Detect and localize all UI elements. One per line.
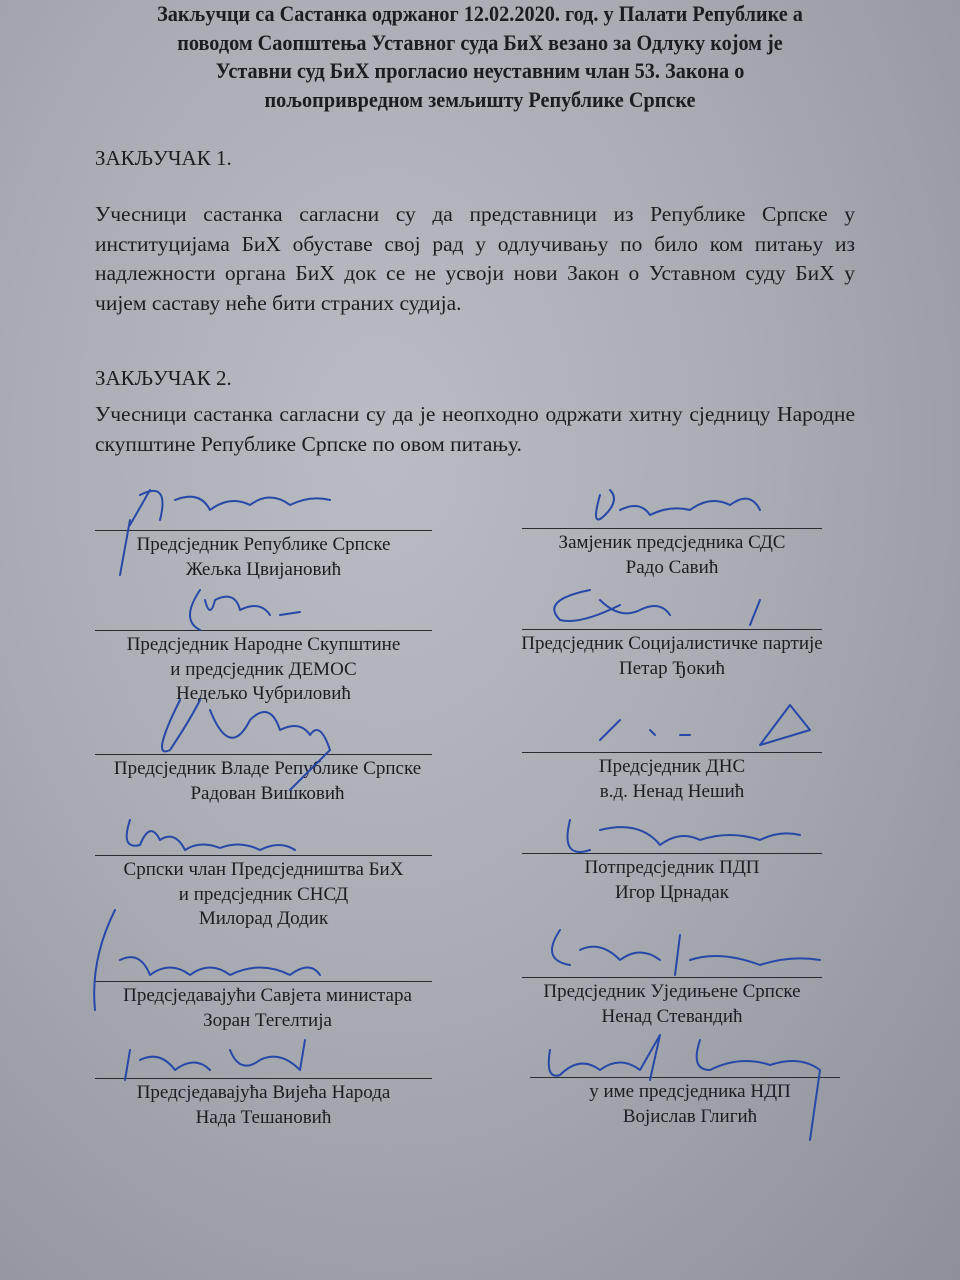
signature-block: [522, 752, 822, 804]
signatory-title: Замјеник предсједника СДС: [558, 532, 786, 553]
signature-line: [522, 853, 822, 854]
signatory-name: Игор Црнадак: [615, 881, 729, 903]
signature-line: [530, 1077, 840, 1078]
signature-block: [95, 754, 440, 806]
signatory-title: Предсједник Социјалистичке партије: [521, 633, 823, 654]
signature-scribble: [600, 705, 810, 745]
conclusion-1-text: Учесници састанка сагласни су да представници из Републике Српске у институцијама БиХ обуставе свој рад у одлучивању по било ком питању из надлежности органа БиХ док се не усвоји нови Закон о Уставном суду БиХ у чијем саставу неће бити страних судија.: [95, 202, 855, 315]
signatory-name: Радо Савић: [625, 556, 719, 578]
signature-line: [95, 530, 432, 531]
signatory-title: у име предсједника НДП: [589, 1081, 791, 1102]
signature-line: [95, 1078, 432, 1079]
signature-line: [522, 977, 822, 978]
conclusion-1-heading: ЗАКЉУЧАК 1.: [95, 146, 232, 170]
signature-scribble: [190, 590, 300, 630]
signatory-title: и предсједник ДЕМОС: [170, 658, 357, 680]
signatory-title: Предсједник ДНС: [598, 756, 746, 777]
signature-line: [522, 629, 822, 630]
signature-scribble: [596, 490, 760, 520]
signature-block: [522, 853, 822, 905]
signature-scribble: [568, 820, 801, 852]
signatory-title: Предсједник Народне Скупштине: [126, 634, 401, 655]
signature-block: [512, 629, 832, 681]
signature-block: [522, 977, 822, 1029]
signature-line: [95, 630, 432, 631]
signature-block: [95, 855, 432, 932]
signature-scribble: [554, 590, 760, 625]
signature-line: [522, 528, 822, 529]
title-line: поводом Саопштења Уставног суда БиХ везано за Одлуку којом је: [177, 29, 783, 55]
title-line: Уставни суд БиХ прогласио неуставним члан 53. Закона о: [215, 58, 745, 83]
signature-line: [95, 754, 432, 755]
signatory-name: в.д. Ненад Нешић: [599, 780, 745, 802]
signatory-name: Жељка Цвијановић: [185, 558, 342, 580]
signatory-name: Петар Ђокић: [618, 657, 726, 679]
signature-block: [95, 981, 440, 1033]
signature-block: [540, 1077, 840, 1129]
signatory-name: Милорад Додик: [198, 908, 329, 929]
signatory-title: Предсједавајући Савјета министара: [123, 985, 412, 1006]
signatory-title: Српски члан Предсједништва БиХ: [123, 859, 404, 880]
signatory-name: Недељко Чубриловић: [176, 683, 351, 704]
document-title: [112, 0, 848, 114]
signature-line: [95, 981, 432, 982]
title-line: Закључци са Састанка одржаног 12.02.2020. год. у Палати Републике а: [157, 1, 803, 26]
signature-line: [522, 752, 822, 753]
signatory-title: Предсједник Уједињене Српске: [543, 981, 801, 1002]
conclusion-2-text: Учесници састанка сагласни су да је неопходно одржати хитну сједницу Народне скупштине Републике Српске по овом питању.: [95, 402, 855, 456]
title-line: пољопривредном земљишту Републике Српске: [264, 86, 696, 112]
signature-block: [522, 528, 822, 580]
signatory-name: Ненад Стевандић: [601, 1005, 743, 1027]
signatory-name: Радован Вишковић: [190, 782, 345, 804]
signature-block: [95, 630, 432, 707]
signatory-name: Војислав Глигић: [622, 1105, 758, 1127]
signatory-title: Предсједавајућа Вијећа Народа: [136, 1082, 391, 1103]
signature-scribble: [127, 820, 295, 850]
signature-scribble: [125, 1040, 305, 1080]
signature-scribble: [552, 930, 820, 975]
signature-block: [95, 1078, 432, 1130]
signatory-name: Нада Тешановић: [195, 1106, 332, 1128]
signature-block: [95, 530, 432, 582]
signatory-title: и предсједник СНСД: [178, 883, 349, 905]
signatory-name: Зоран Тегелтија: [203, 1009, 332, 1031]
conclusion-2-heading: ЗАКЉУЧАК 2.: [95, 366, 232, 390]
signature-line: [95, 855, 432, 856]
signatory-title: Потпредсједник ПДП: [584, 857, 760, 878]
signatory-title: Предсједник Републике Српске: [136, 534, 391, 555]
signatory-title: Предсједник Владе Републике Српске: [113, 758, 422, 779]
